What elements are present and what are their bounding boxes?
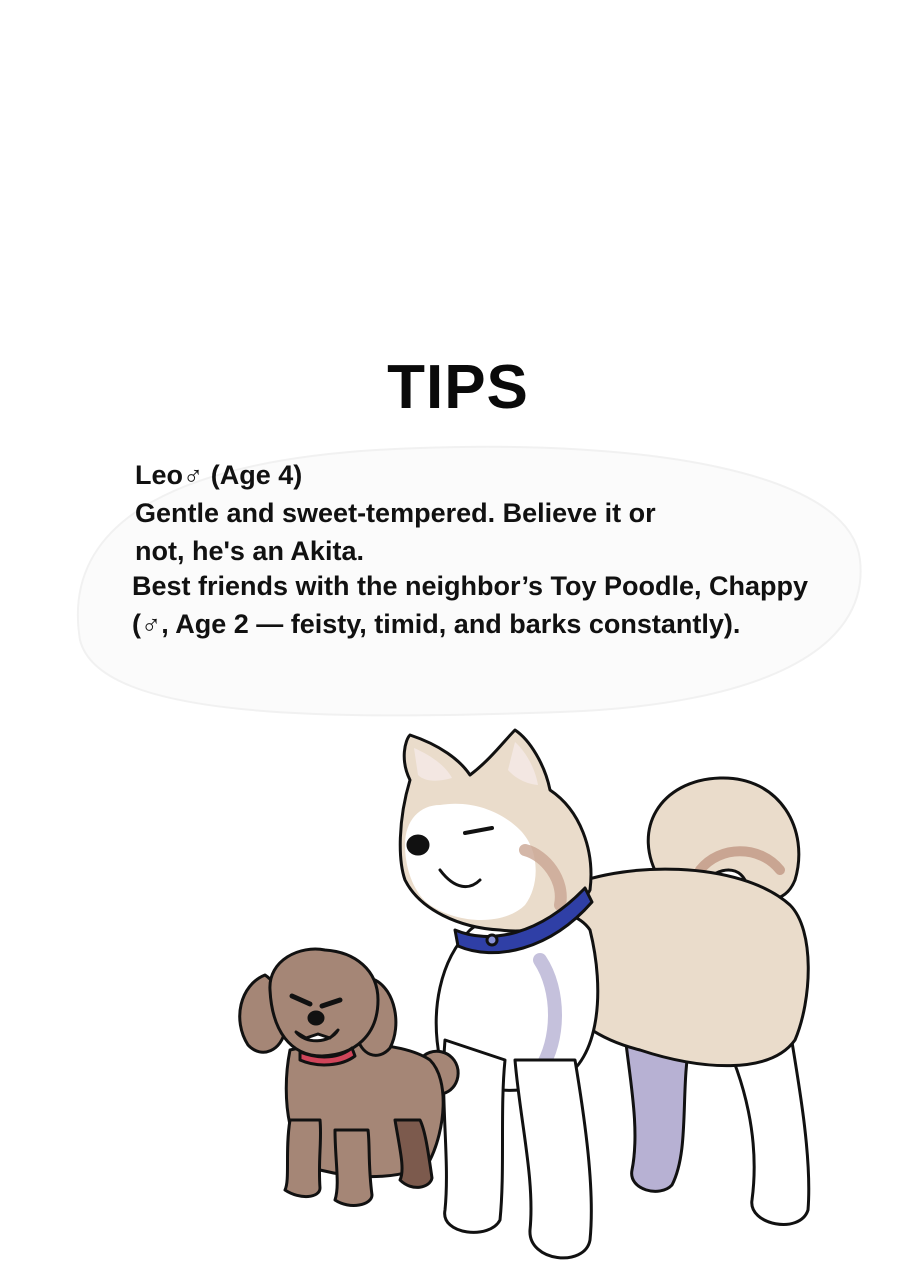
akita-dog-illustration — [400, 730, 809, 1258]
page-title: TIPS — [387, 353, 529, 422]
akita-front-leg — [515, 1060, 591, 1258]
akita-nose — [408, 836, 428, 854]
profile-name-line: Leo♂ (Age 4) — [135, 460, 303, 490]
akita-collar-buckle — [487, 935, 497, 945]
profile-friend-line: (♂, Age 2 — feisty, timid, and barks constantly). — [132, 609, 741, 639]
profile-description-line: Gentle and sweet-tempered. Believe it or — [135, 498, 656, 528]
profile-description-line: not, he's an Akita. — [135, 536, 364, 566]
profile-friend-line: Best friends with the neighbor’s Toy Poodle, Chappy — [132, 571, 809, 601]
poodle-leg — [335, 1130, 372, 1205]
poodle-leg — [285, 1120, 321, 1197]
poodle-dog-illustration — [240, 949, 458, 1205]
poodle-nose — [309, 1012, 323, 1024]
